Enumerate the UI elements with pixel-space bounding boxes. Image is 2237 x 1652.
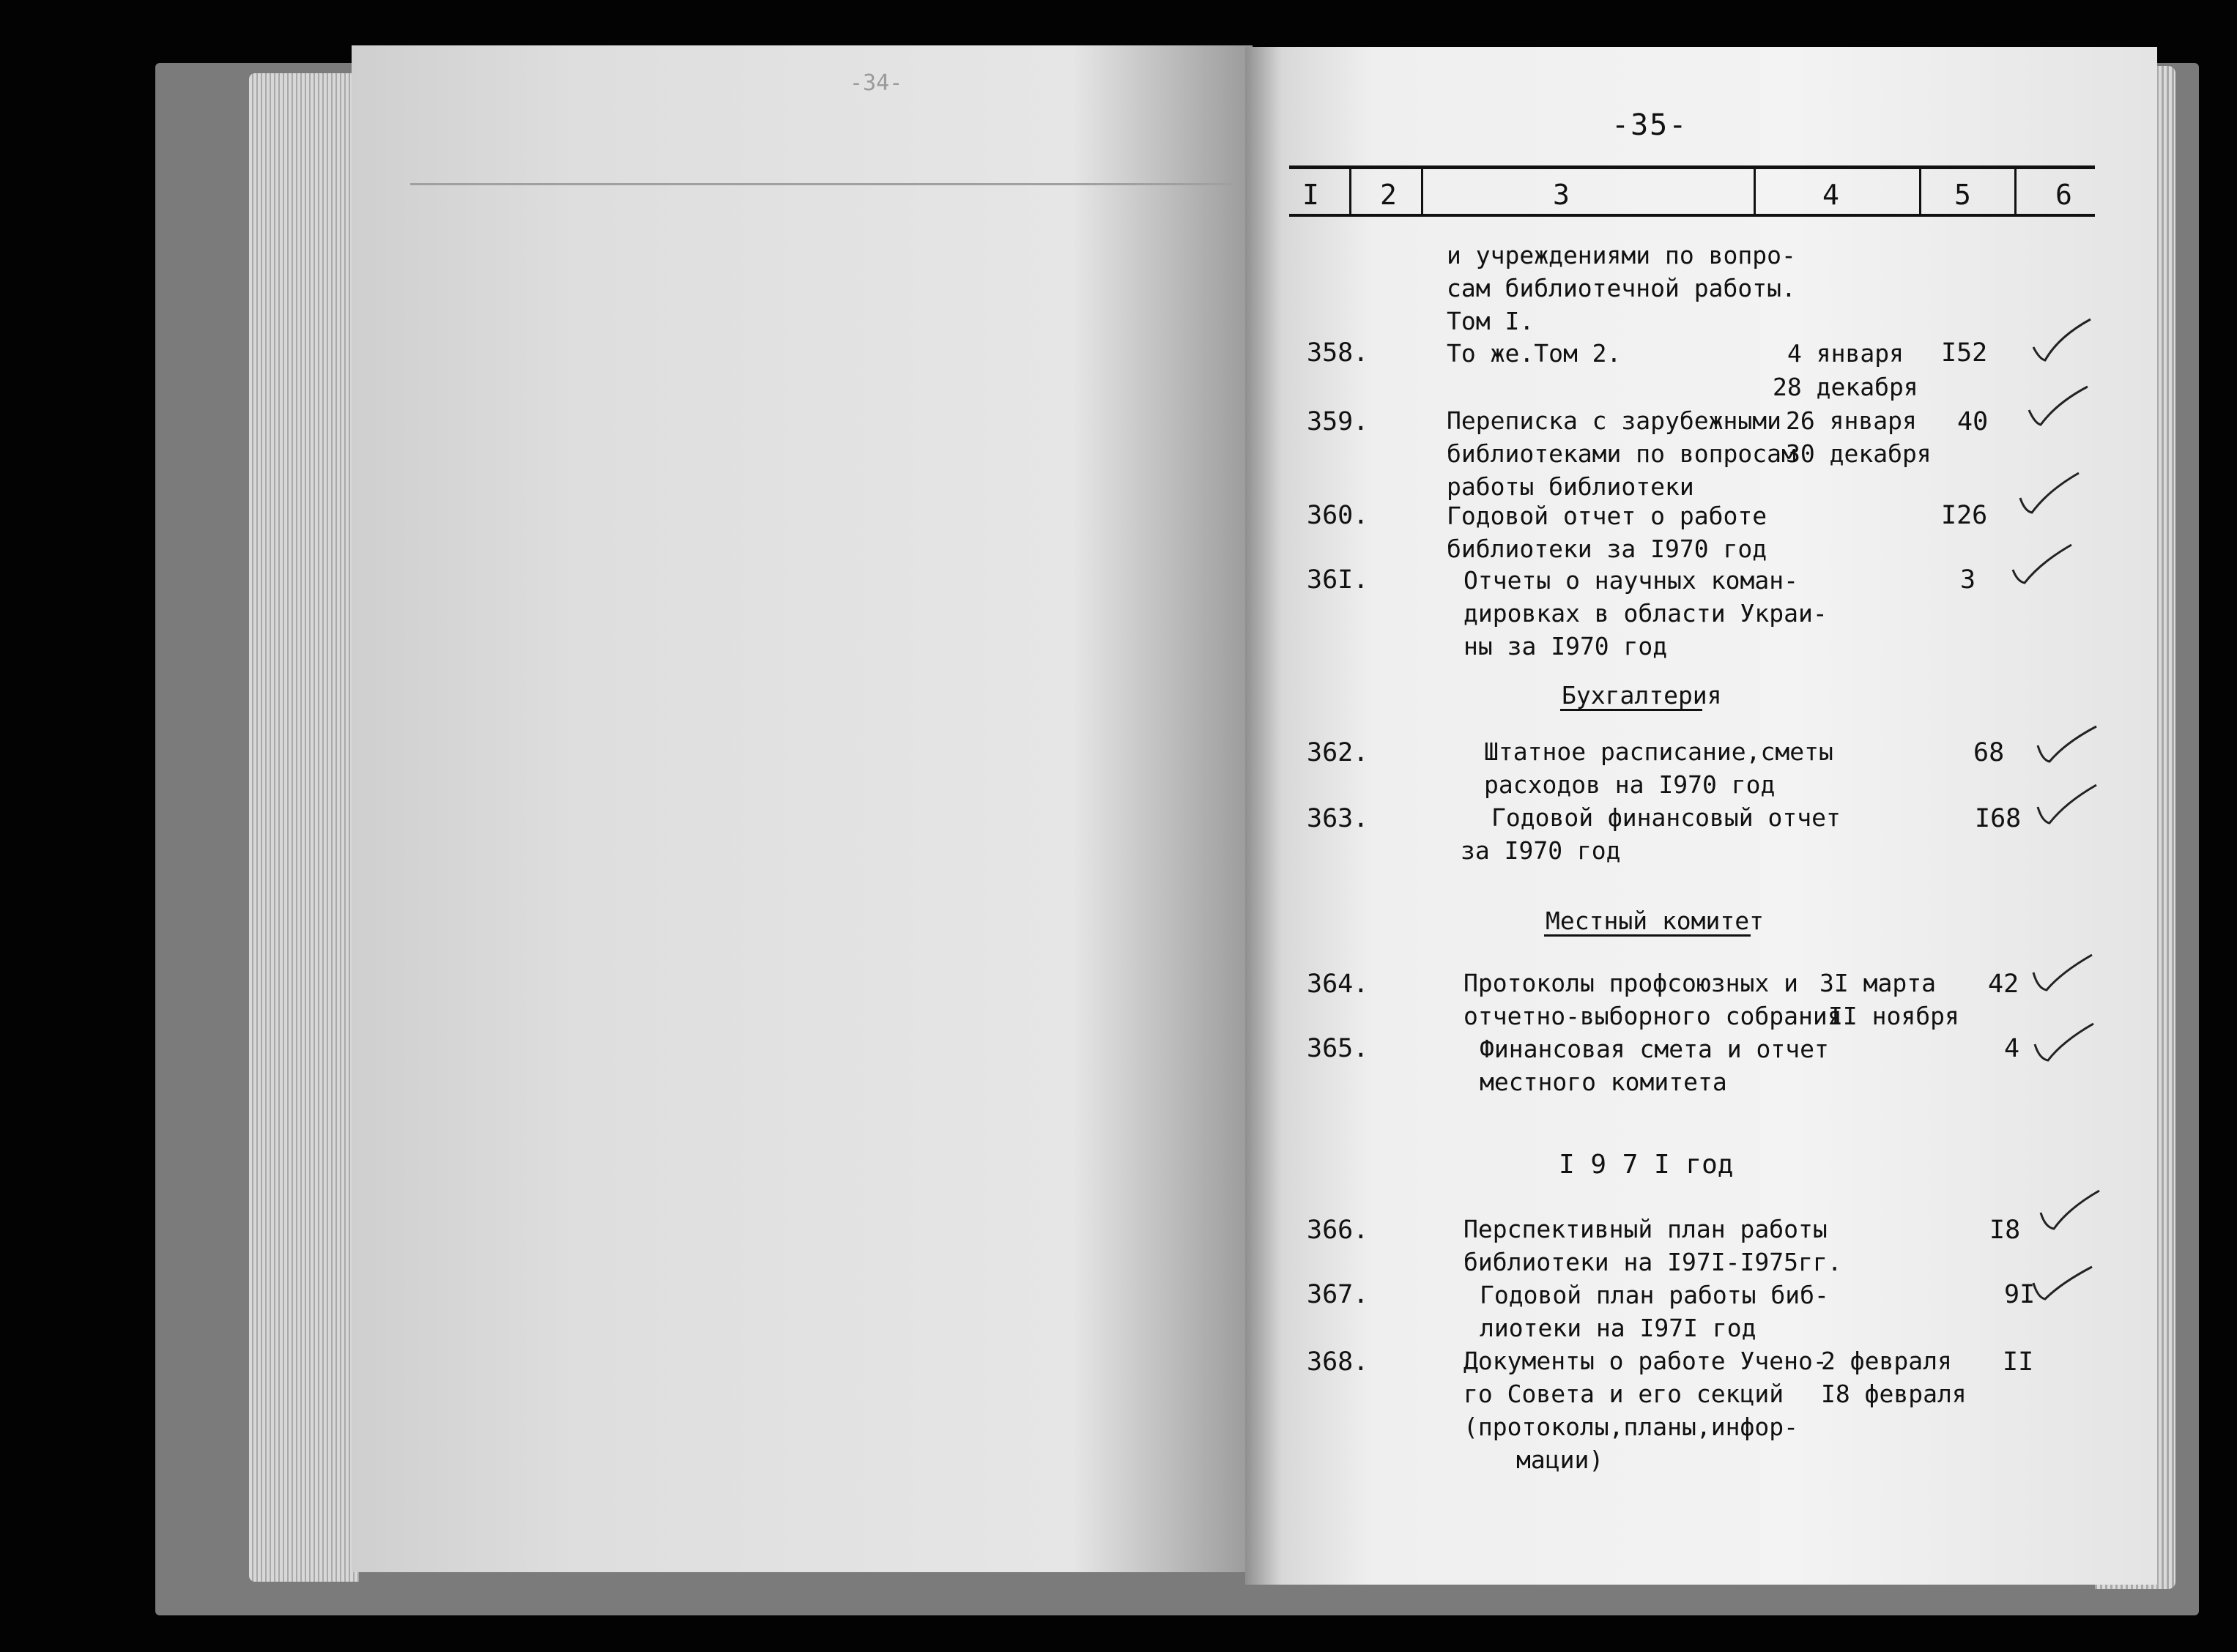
entry-pages: I26 bbox=[1941, 501, 1988, 530]
entry-desc-line: библиотеки на I97I-I975гг. bbox=[1463, 1248, 1842, 1276]
entry-desc-line: Протоколы профсоюзных и bbox=[1463, 969, 1798, 997]
entry-number: 367. bbox=[1307, 1280, 1369, 1309]
header-col-5: 5 bbox=[1954, 179, 1971, 211]
entry-pages: I52 bbox=[1941, 338, 1988, 368]
entry-desc-line: То же.Том 2. bbox=[1447, 339, 1622, 368]
entry-pages: 3 bbox=[1960, 565, 1976, 595]
entry-desc-line: библиотеки за I970 год bbox=[1447, 535, 1767, 563]
entry-pages: 4 bbox=[2004, 1034, 2020, 1063]
left-page bbox=[352, 45, 1253, 1572]
entry-desc-line: го Совета и его секций bbox=[1463, 1380, 1784, 1408]
table-header-top-rule bbox=[1289, 165, 2095, 169]
entry-desc-line: Отчеты о научных коман- bbox=[1463, 566, 1798, 595]
entry-number: 362. bbox=[1307, 738, 1369, 767]
entry-number: 358. bbox=[1307, 338, 1369, 368]
entry-desc-line: мации) bbox=[1516, 1446, 1604, 1474]
checkmark-icon bbox=[2029, 315, 2095, 359]
entry-desc-line: ны за I970 год bbox=[1463, 632, 1668, 661]
table-header-bottom-rule bbox=[1289, 214, 2095, 217]
left-page-faint-header bbox=[410, 132, 1238, 185]
entry-date-start: 3I марта bbox=[1819, 969, 1936, 997]
entry-date-end: II ноября bbox=[1828, 1002, 1959, 1030]
entry-pages: I8 bbox=[1989, 1216, 2021, 1245]
entry-desc-line: Документы о работе Учено- bbox=[1463, 1347, 1828, 1375]
year-heading: I 9 7 I год bbox=[1559, 1150, 1734, 1180]
header-col-3: 3 bbox=[1553, 179, 1570, 211]
header-divider bbox=[1349, 167, 1351, 214]
entry-number: 366. bbox=[1307, 1216, 1369, 1245]
header-divider bbox=[2014, 167, 2017, 214]
header-col-2: 2 bbox=[1380, 179, 1397, 211]
entry-number: 365. bbox=[1307, 1034, 1369, 1063]
entry-number: 36I. bbox=[1307, 565, 1369, 595]
page-number: -35- bbox=[1611, 108, 1688, 142]
section-underline bbox=[1544, 934, 1751, 937]
checkmark-icon bbox=[2033, 781, 2099, 825]
entry-number: 364. bbox=[1307, 970, 1369, 999]
entry-date-end: 30 декабря bbox=[1786, 439, 1932, 468]
entry-pages: 40 bbox=[1957, 407, 1989, 436]
entry-desc-line: библиотеками по вопросам bbox=[1447, 439, 1796, 468]
checkmark-icon bbox=[2016, 469, 2082, 513]
entry-pages: II bbox=[2003, 1347, 2034, 1377]
section-underline bbox=[1560, 709, 1702, 711]
entry-desc-line: (протоколы,планы,инфор- bbox=[1463, 1413, 1798, 1441]
entry-date-end: I8 февраля bbox=[1821, 1380, 1967, 1408]
entry-desc-line: отчетно-выборного собрания bbox=[1463, 1002, 1842, 1030]
entry-date-start: 26 января bbox=[1786, 406, 1917, 435]
entry-desc-line: Годовой финансовый отчет bbox=[1491, 803, 1841, 832]
entry-desc-line: Штатное расписание,сметы bbox=[1484, 737, 1833, 766]
section-heading: Местный комитет bbox=[1546, 907, 1765, 935]
entry-desc-line: лиотеки на I97I год bbox=[1480, 1314, 1756, 1342]
entry-number: 360. bbox=[1307, 501, 1369, 530]
entry-pages: 42 bbox=[1988, 970, 2019, 999]
entry-date-start: 2 февраля bbox=[1821, 1347, 1952, 1375]
entry-desc-line: сам библиотечной работы. bbox=[1447, 274, 1796, 302]
header-col-4: 4 bbox=[1822, 179, 1839, 211]
page-edges-left bbox=[249, 73, 359, 1582]
checkmark-icon bbox=[2036, 1186, 2102, 1230]
left-page-faint-text: -34- bbox=[850, 70, 903, 96]
entry-pages: I68 bbox=[1975, 804, 2022, 833]
checkmark-icon bbox=[2030, 1019, 2096, 1063]
entry-desc-line: за I970 год bbox=[1461, 836, 1621, 865]
checkmark-icon bbox=[2008, 540, 2074, 584]
checkmark-icon bbox=[2025, 381, 2091, 425]
entry-desc-line: работы библиотеки bbox=[1447, 472, 1694, 501]
entry-number: 359. bbox=[1307, 407, 1369, 436]
header-divider bbox=[1919, 167, 1921, 214]
checkmark-icon bbox=[2033, 721, 2099, 764]
entry-desc-line: Том I. bbox=[1447, 307, 1535, 335]
entry-desc-line: и учреждениями по вопро- bbox=[1447, 241, 1796, 269]
entry-desc-line: Перспективный план работы bbox=[1463, 1215, 1828, 1243]
entry-number: 363. bbox=[1307, 804, 1369, 833]
header-col-1: I bbox=[1302, 179, 1319, 211]
entry-desc-line: Переписка с зарубежными bbox=[1447, 406, 1781, 435]
entry-pages: 9I bbox=[2004, 1280, 2036, 1309]
checkmark-icon bbox=[2029, 1261, 2095, 1305]
entry-number: 368. bbox=[1307, 1347, 1369, 1377]
entry-desc-line: Годовой отчет о работе bbox=[1447, 502, 1767, 530]
entry-desc-line: Годовой план работы биб- bbox=[1480, 1281, 1829, 1309]
header-divider bbox=[1754, 167, 1756, 214]
entry-pages: 68 bbox=[1973, 738, 2005, 767]
header-divider bbox=[1421, 167, 1423, 214]
entry-desc-line: дировках в области Украи- bbox=[1463, 599, 1828, 628]
section-heading: Бухгалтерия bbox=[1562, 681, 1722, 710]
entry-date-end: 28 декабря bbox=[1773, 373, 1918, 401]
header-col-6: 6 bbox=[2055, 179, 2072, 211]
entry-desc-line: местного комитета bbox=[1480, 1068, 1727, 1096]
entry-desc-line: Финансовая смета и отчет bbox=[1480, 1035, 1829, 1063]
checkmark-icon bbox=[2029, 950, 2095, 994]
entry-desc-line: расходов на I970 год bbox=[1484, 770, 1776, 799]
entry-date-start: 4 января bbox=[1787, 339, 1904, 368]
